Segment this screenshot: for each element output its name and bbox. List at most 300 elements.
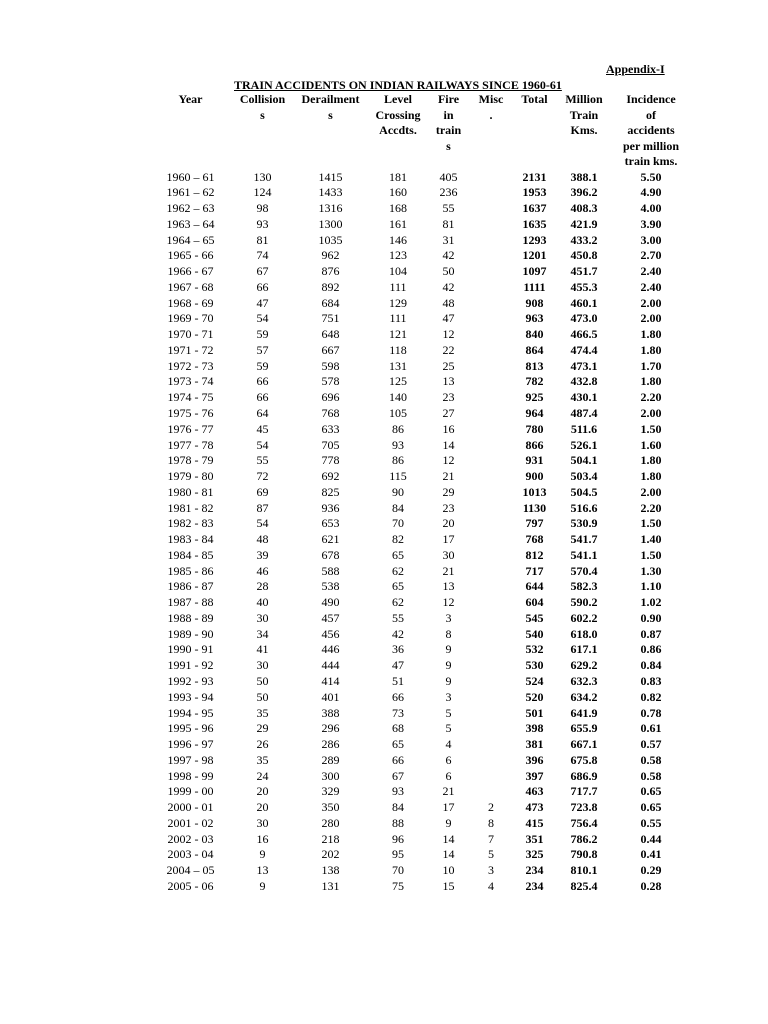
cell-level-crossing: 115: [389, 469, 407, 484]
cell-year: 1964 – 65: [166, 232, 215, 247]
cell-collisions: 30: [256, 658, 269, 673]
cell-total: 644: [525, 579, 544, 594]
cell-year: 1996 - 97: [167, 737, 214, 752]
cell-million-train-kms: 590.2: [570, 595, 598, 610]
cell-incidence: 0.86: [640, 642, 662, 657]
cell-year: 2005 - 06: [167, 878, 214, 893]
cell-year: 2001 - 02: [167, 815, 214, 830]
cell-incidence: 0.82: [640, 689, 662, 704]
cell-collisions: 64: [256, 405, 269, 420]
cell-incidence: 0.58: [640, 768, 662, 783]
cell-misc: [468, 658, 514, 674]
header-fire-line: s: [446, 138, 451, 153]
cell-total: 463: [525, 784, 544, 799]
cell-incidence: 2.00: [640, 311, 662, 326]
cell-misc: 5: [488, 847, 494, 862]
table-row: [150, 816, 689, 832]
cell-total: 473: [525, 800, 544, 815]
cell-fire: 6: [445, 768, 452, 783]
cell-incidence: 0.84: [640, 658, 662, 673]
cell-collisions: 35: [256, 705, 269, 720]
cell-derailments: 286: [321, 737, 340, 752]
cell-fire: 5: [445, 721, 452, 736]
cell-million-train-kms: 526.1: [570, 437, 598, 452]
cell-incidence: 4.00: [640, 201, 662, 216]
cell-fire: 9: [445, 642, 452, 657]
table-row: [150, 879, 689, 895]
cell-year: 1995 - 96: [167, 721, 214, 736]
cell-derailments: 329: [321, 784, 340, 799]
cell-collisions: 9: [259, 878, 266, 893]
cell-million-train-kms: 504.1: [570, 453, 598, 468]
cell-total: 501: [525, 705, 544, 720]
cell-total: 234: [525, 863, 544, 878]
cell-million-train-kms: 432.8: [570, 374, 598, 389]
cell-collisions: 20: [256, 800, 269, 815]
cell-misc: 4: [488, 878, 494, 893]
cell-misc: [468, 438, 514, 454]
cell-total: 2131: [522, 169, 547, 184]
cell-incidence: 3.00: [640, 232, 662, 247]
table-row: [150, 674, 689, 690]
cell-total: 925: [525, 390, 544, 405]
table-row: [150, 753, 689, 769]
cell-fire: 23: [442, 390, 455, 405]
cell-million-train-kms: 786.2: [570, 831, 598, 846]
table-row: [150, 595, 689, 611]
cell-derailments: 876: [321, 264, 340, 279]
cell-misc: [468, 296, 514, 312]
header-derailments-line: s: [328, 107, 333, 122]
cell-level-crossing: 75: [392, 878, 404, 893]
cell-year: 1999 - 00: [167, 784, 214, 799]
cell-misc: [468, 327, 514, 343]
cell-misc: [468, 627, 514, 643]
cell-incidence: 0.65: [640, 800, 662, 815]
cell-derailments: 444: [321, 658, 340, 673]
table-row: [150, 532, 689, 548]
cell-million-train-kms: 516.6: [570, 500, 598, 515]
cell-collisions: 34: [256, 626, 269, 641]
cell-million-train-kms: 474.4: [570, 342, 598, 357]
cell-million-train-kms: 460.1: [570, 295, 598, 310]
cell-incidence: 1.10: [640, 579, 662, 594]
cell-total: 540: [525, 626, 544, 641]
table-row: [150, 280, 689, 296]
cell-derailments: 446: [321, 642, 340, 657]
table-row: [150, 501, 689, 517]
cell-year: 1990 - 91: [167, 642, 214, 657]
cell-incidence: 4.90: [640, 185, 662, 200]
cell-million-train-kms: 756.4: [570, 815, 598, 830]
cell-million-train-kms: 430.1: [570, 390, 598, 405]
table-row: [150, 485, 689, 501]
cell-misc: [468, 769, 514, 785]
cell-derailments: 1035: [318, 232, 343, 247]
cell-total: 1130: [522, 500, 547, 515]
cell-fire: 5: [445, 705, 452, 720]
cell-fire: 30: [442, 547, 455, 562]
table-row: [150, 170, 689, 186]
cell-total: 1635: [522, 216, 547, 231]
cell-year: 1972 - 73: [167, 358, 214, 373]
cell-collisions: 59: [256, 358, 269, 373]
cell-misc: [468, 532, 514, 548]
cell-misc: 3: [488, 863, 494, 878]
table-row: [150, 548, 689, 564]
cell-misc: [468, 201, 514, 217]
cell-level-crossing: 140: [389, 390, 407, 405]
cell-total: 864: [525, 342, 544, 357]
cell-derailments: 598: [321, 358, 340, 373]
cell-year: 1984 - 85: [167, 547, 214, 562]
cell-derailments: 1316: [318, 201, 343, 216]
cell-level-crossing: 66: [392, 689, 404, 704]
cell-misc: [468, 469, 514, 485]
cell-misc: [468, 516, 514, 532]
header-collisions-line: Collision: [239, 92, 286, 106]
cell-year: 1992 - 93: [167, 674, 214, 688]
cell-year: 1981 - 82: [167, 500, 214, 515]
header-million-train-kms-line: Train: [569, 107, 599, 122]
table-row: [150, 359, 689, 375]
cell-collisions: 66: [256, 279, 269, 294]
cell-misc: [468, 170, 514, 186]
cell-fire: 12: [442, 453, 455, 468]
cell-year: 1973 - 74: [167, 374, 214, 389]
cell-million-train-kms: 790.8: [570, 847, 598, 862]
table-row: [150, 374, 689, 390]
cell-collisions: 59: [256, 327, 269, 342]
cell-collisions: 29: [256, 721, 269, 736]
cell-incidence: 1.80: [640, 327, 662, 342]
table-row: [150, 453, 689, 469]
cell-incidence: 0.41: [640, 847, 662, 862]
cell-misc: [468, 737, 514, 753]
cell-year: 2000 - 01: [167, 800, 214, 815]
cell-collisions: 66: [256, 390, 269, 405]
cell-level-crossing: 62: [392, 563, 404, 578]
cell-million-train-kms: 396.2: [570, 185, 598, 200]
cell-misc: [468, 485, 514, 501]
table-row: [150, 406, 689, 422]
header-row: [150, 92, 689, 170]
header-incidence: [613, 92, 689, 170]
cell-derailments: 696: [321, 390, 340, 405]
cell-million-train-kms: 618.0: [570, 626, 598, 641]
table-row: [150, 611, 689, 627]
cell-fire: 42: [442, 279, 455, 294]
cell-derailments: 1300: [318, 216, 343, 231]
cell-total: 604: [525, 595, 544, 610]
cell-total: 964: [525, 405, 544, 420]
cell-misc: [468, 185, 514, 201]
cell-level-crossing: 36: [392, 642, 404, 657]
cell-total: 768: [525, 532, 544, 547]
cell-fire: 21: [442, 469, 455, 484]
cell-collisions: 16: [256, 831, 269, 846]
cell-million-train-kms: 717.7: [570, 784, 598, 799]
cell-year: 1989 - 90: [167, 626, 214, 641]
cell-collisions: 47: [256, 295, 269, 310]
cell-misc: [468, 706, 514, 722]
cell-fire: 14: [442, 437, 455, 452]
cell-year: 1978 - 79: [167, 453, 214, 468]
cell-level-crossing: 82: [392, 532, 404, 547]
cell-incidence: 3.90: [640, 216, 662, 231]
cell-incidence: 1.02: [640, 595, 662, 610]
header-level-crossing-line: Accdts.: [379, 123, 417, 137]
cell-collisions: 54: [256, 311, 269, 326]
cell-fire: 20: [442, 516, 455, 531]
cell-total: 234: [525, 878, 544, 893]
table-body: [150, 170, 689, 895]
cell-level-crossing: 84: [392, 500, 404, 515]
cell-total: 1097: [522, 264, 547, 279]
header-derailments-line: Derailment: [301, 92, 360, 106]
cell-derailments: 778: [321, 453, 340, 468]
cell-fire: 405: [439, 169, 458, 184]
cell-level-crossing: 86: [392, 453, 404, 468]
cell-derailments: 388: [321, 705, 340, 720]
cell-year: 1998 - 99: [167, 768, 214, 783]
cell-total: 545: [525, 610, 544, 625]
header-level-crossing: [367, 92, 429, 170]
cell-collisions: 69: [256, 484, 269, 499]
cell-misc: [468, 280, 514, 296]
cell-misc: [468, 311, 514, 327]
cell-derailments: 648: [321, 327, 340, 342]
cell-fire: 31: [442, 232, 455, 247]
table-row: [150, 769, 689, 785]
cell-derailments: 936: [321, 500, 340, 515]
cell-level-crossing: 55: [392, 610, 404, 625]
header-misc-line: Misc: [478, 92, 504, 106]
table-row: [150, 248, 689, 264]
cell-million-train-kms: 466.5: [570, 327, 598, 342]
cell-misc: [468, 248, 514, 264]
header-derailments: [294, 92, 367, 170]
cell-total: 397: [525, 768, 544, 783]
cell-level-crossing: 121: [389, 327, 407, 342]
cell-level-crossing: 65: [392, 579, 404, 594]
cell-total: 908: [525, 295, 544, 310]
cell-fire: 48: [442, 295, 455, 310]
cell-fire: 17: [442, 800, 455, 815]
cell-incidence: 1.50: [640, 516, 662, 531]
cell-fire: 42: [442, 248, 455, 263]
cell-collisions: 26: [256, 737, 269, 752]
cell-fire: 14: [442, 831, 455, 846]
cell-level-crossing: 70: [392, 516, 404, 531]
cell-level-crossing: 67: [392, 768, 404, 783]
cell-derailments: 705: [321, 437, 340, 452]
cell-fire: 10: [442, 863, 455, 878]
cell-derailments: 280: [321, 815, 340, 830]
cell-incidence: 0.65: [640, 784, 662, 799]
header-incidence-line: of: [646, 107, 656, 122]
cell-collisions: 74: [256, 248, 269, 263]
cell-collisions: 98: [256, 201, 269, 216]
table-row: [150, 737, 689, 753]
cell-collisions: 20: [256, 784, 269, 799]
cell-million-train-kms: 634.2: [570, 689, 598, 704]
cell-fire: 47: [442, 311, 455, 326]
cell-year: 1987 - 88: [167, 595, 214, 610]
cell-fire: 17: [442, 532, 455, 547]
cell-misc: [468, 579, 514, 595]
cell-level-crossing: 131: [389, 358, 407, 373]
cell-level-crossing: 93: [392, 784, 404, 799]
cell-collisions: 87: [256, 500, 269, 515]
cell-million-train-kms: 451.7: [570, 264, 598, 279]
cell-incidence: 1.80: [640, 374, 662, 389]
cell-incidence: 0.28: [640, 878, 662, 893]
cell-level-crossing: 111: [389, 311, 407, 326]
cell-derailments: 296: [321, 721, 340, 736]
cell-collisions: 81: [256, 232, 269, 247]
cell-incidence: 0.87: [640, 626, 662, 641]
cell-year: 1974 - 75: [167, 390, 214, 405]
cell-million-train-kms: 473.1: [570, 358, 598, 373]
header-incidence-line: train kms.: [624, 154, 678, 168]
cell-derailments: 667: [321, 342, 340, 357]
cell-total: 782: [525, 374, 544, 389]
cell-derailments: 578: [321, 374, 340, 389]
cell-collisions: 72: [256, 469, 269, 484]
cell-total: 963: [525, 311, 544, 326]
cell-million-train-kms: 825.4: [570, 878, 598, 893]
table-row: [150, 658, 689, 674]
table-row: [150, 784, 689, 800]
header-total: [514, 92, 555, 170]
appendix-label: Appendix-I: [606, 62, 665, 76]
header-million-train-kms-line: Million: [565, 92, 603, 106]
cell-collisions: 40: [256, 595, 269, 610]
cell-level-crossing: 104: [389, 264, 407, 279]
cell-level-crossing: 118: [389, 342, 407, 357]
table-row: [150, 721, 689, 737]
cell-level-crossing: 68: [392, 721, 404, 736]
cell-misc: [468, 374, 514, 390]
table-row: [150, 579, 689, 595]
cell-incidence: 2.70: [640, 248, 662, 263]
table-row: [150, 706, 689, 722]
cell-level-crossing: 88: [392, 815, 404, 830]
cell-misc: [468, 642, 514, 658]
cell-total: 1637: [522, 201, 547, 216]
cell-fire: 23: [442, 500, 455, 515]
cell-fire: 236: [439, 185, 458, 200]
table-row: [150, 217, 689, 233]
header-incidence-line: per million: [622, 138, 680, 153]
cell-collisions: 50: [256, 689, 269, 704]
cell-derailments: 692: [321, 469, 340, 484]
cell-collisions: 130: [253, 169, 272, 184]
cell-derailments: 633: [321, 421, 340, 436]
cell-derailments: 1433: [318, 185, 343, 200]
cell-misc: [468, 548, 514, 564]
table-row: [150, 264, 689, 280]
accidents-table: [150, 92, 689, 895]
cell-derailments: 457: [321, 610, 340, 625]
cell-total: 812: [525, 547, 544, 562]
header-total-line: Total: [521, 92, 548, 106]
header-collisions-line: s: [260, 107, 265, 122]
cell-fire: 9: [445, 674, 452, 688]
cell-collisions: 93: [256, 216, 269, 231]
cell-collisions: 54: [256, 437, 269, 452]
cell-collisions: 66: [256, 374, 269, 389]
cell-million-train-kms: 530.9: [570, 516, 598, 531]
cell-total: 396: [525, 752, 544, 767]
cell-total: 1013: [522, 484, 547, 499]
cell-incidence: 0.83: [640, 674, 662, 688]
table-row: [150, 201, 689, 217]
cell-year: 1979 - 80: [167, 469, 214, 484]
cell-fire: 9: [445, 815, 452, 830]
cell-total: 381: [525, 737, 544, 752]
cell-million-train-kms: 388.1: [570, 169, 598, 184]
cell-incidence: 1.40: [640, 532, 662, 547]
cell-fire: 13: [442, 579, 455, 594]
header-misc: [468, 92, 514, 170]
cell-year: 1965 - 66: [167, 248, 214, 263]
header-fire-line: Fire: [437, 92, 460, 106]
cell-million-train-kms: 582.3: [570, 579, 598, 594]
cell-level-crossing: 123: [389, 248, 407, 263]
cell-incidence: 2.00: [640, 484, 662, 499]
cell-level-crossing: 90: [392, 484, 404, 499]
table-row: [150, 185, 689, 201]
cell-misc: [468, 721, 514, 737]
cell-collisions: 9: [259, 847, 266, 862]
cell-total: 780: [525, 421, 544, 436]
table-row: [150, 847, 689, 863]
cell-year: 1997 - 98: [167, 752, 214, 767]
cell-collisions: 41: [256, 642, 269, 657]
cell-derailments: 684: [321, 295, 340, 310]
cell-derailments: 300: [321, 768, 340, 783]
cell-level-crossing: 161: [389, 216, 407, 231]
cell-level-crossing: 181: [389, 169, 407, 184]
cell-fire: 21: [442, 784, 455, 799]
cell-million-train-kms: 686.9: [570, 768, 598, 783]
cell-million-train-kms: 433.2: [570, 232, 598, 247]
cell-collisions: 39: [256, 547, 269, 562]
table-row: [150, 422, 689, 438]
cell-incidence: 1.70: [640, 358, 662, 373]
cell-total: 415: [525, 815, 544, 830]
table-row: [150, 327, 689, 343]
cell-year: 1960 – 61: [166, 169, 215, 184]
cell-incidence: 5.50: [640, 169, 662, 184]
cell-million-train-kms: 511.6: [570, 421, 598, 436]
table-row: [150, 627, 689, 643]
cell-collisions: 124: [253, 185, 272, 200]
table-row: [150, 343, 689, 359]
cell-derailments: 218: [321, 831, 340, 846]
cell-misc: [468, 233, 514, 249]
cell-million-train-kms: 473.0: [570, 311, 598, 326]
header-level-crossing-line: Level: [384, 92, 412, 106]
header-fire: [429, 92, 468, 170]
header-year-line: Year: [178, 92, 203, 106]
cell-fire: 27: [442, 405, 455, 420]
cell-collisions: 30: [256, 610, 269, 625]
cell-level-crossing: 125: [389, 374, 407, 389]
cell-million-train-kms: 541.1: [570, 547, 598, 562]
